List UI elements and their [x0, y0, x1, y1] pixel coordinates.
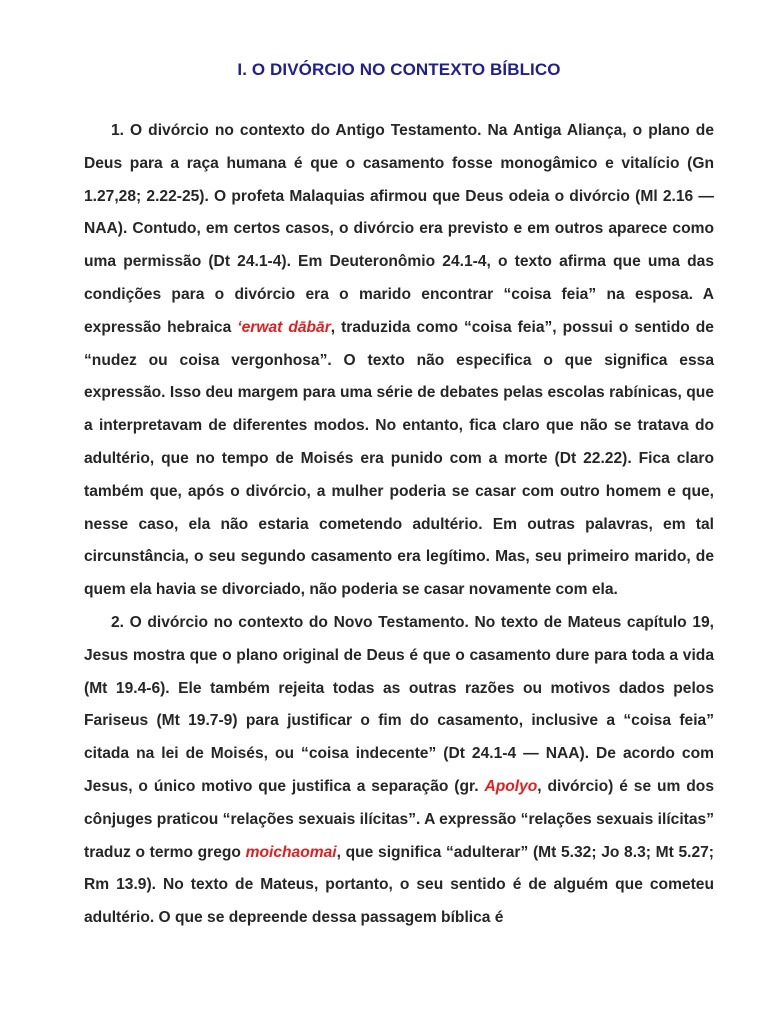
greek-term: Apolyo: [484, 777, 538, 795]
paragraph-text: , divórcio) é se um dos cônjuges praticou “relações sexuais ilícitas”. A expressão “relações sexuais ilícitas” traduz o termo grego: [84, 777, 714, 861]
paragraph-text: , traduzida como “coisa feia”, possui o sentido de “nudez ou coisa vergonhosa”. O texto não especifica o que significa essa expressão. Isso deu margem para uma série de debates pelas escolas rabínicas, que a interpretavam de diferentes modos. No entanto, fica claro que não se tratava do adultério, que no tempo de Moisés era punido com a morte (Dt 22.22). Fica claro também que, após o divórcio, a mulher poderia se casar com outro homem e que, nesse caso, ela não estaria cometendo adultério. Em outras palavras, em tal circunstância, o seu segundo casamento era legítimo. Mas, seu primeiro marido, de quem ela havia se divorciado, não poderia se casar novamente com ela.: [84, 318, 714, 599]
paragraph-old-testament: [84, 115, 714, 607]
paragraph-new-testament: [84, 607, 714, 935]
page-content: [84, 0, 714, 935]
section-title: I. O DIVÓRCIO NO CONTEXTO BÍBLICO: [237, 60, 561, 79]
hebrew-term: ‘erwat dābār: [237, 318, 331, 336]
paragraph-text: 2. O divórcio no contexto do Novo Testamento. No texto de Mateus capítulo 19, Jesus mostra que o plano original de Deus é que o casamento dure para toda a vida (Mt 19.4-6). Ele também rejeita todas as outras razões ou motivos dados pelos Fariseus (Mt 19.7-9) para justificar o fim do casamento, inclusive a “coisa feia” citada na lei de Moisés, ou “coisa indecente” (Dt 24.1-4 — NAA). De acordo com Jesus, o único motivo que justifica a separação (gr.: [84, 613, 714, 795]
paragraph-text: , que significa “adulterar” (Mt 5.32; Jo 8.3; Mt 5.27; Rm 13.9). No texto de Mateus, portanto, o seu sentido é de alguém que cometeu adultério. O que se depreende dessa passagem bíblica é: [84, 843, 714, 927]
paragraph-text: 1. O divórcio no contexto do Antigo Testamento. Na Antiga Aliança, o plano de Deus para a raça humana é que o casamento fosse monogâmico e vitalício (Gn 1.27,28; 2.22-25). O profeta Malaquias afirmou que Deus odeia o divórcio (Ml 2.16 — NAA). Contudo, em certos casos, o divórcio era previsto e em outros aparece como uma permissão (Dt 24.1-4). Em Deuteronômio 24.1-4, o texto afirma que uma das condições para o divórcio era o marido encontrar “coisa feia” na esposa. A expressão hebraica: [84, 122, 714, 336]
greek-term: moichaomai: [245, 843, 337, 861]
